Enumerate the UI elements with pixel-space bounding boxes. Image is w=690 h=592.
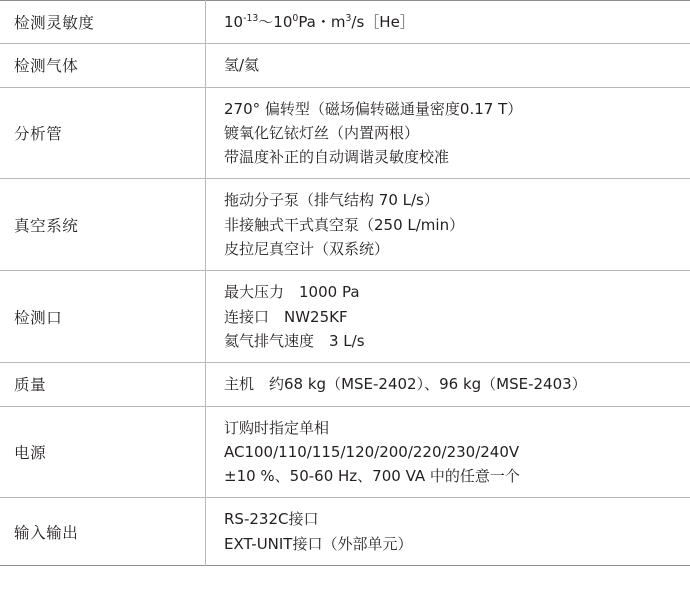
row-label-detection-sensitivity: 检测灵敏度: [0, 1, 206, 44]
value-line: ±10 %、50-60 Hz、700 VA 中的任意一个: [224, 467, 520, 486]
value-line: 270° 偏转型（磁场偏转磁通量密度0.17 T）: [224, 99, 523, 118]
value-line: 主机 约68 kg（MSE-2402）、96 kg（MSE-2403）: [224, 375, 587, 394]
value-line: 拖动分子泵（排气结构 70 L/s）: [224, 191, 439, 210]
row-value-power-supply: [206, 406, 690, 498]
table-row: [0, 1, 690, 44]
sensitivity-formula: [224, 10, 680, 34]
table-row: [0, 363, 690, 406]
sensitivity-unit-b: /s［He］: [351, 13, 415, 31]
value-line: 氦气排气速度 3 L/s: [224, 331, 365, 350]
value-line: 氢/氦: [224, 56, 260, 75]
row-value-analyzer-tube: [206, 87, 690, 179]
value-line: AC100/110/115/120/200/220/230/240V: [224, 442, 520, 461]
row-label-power-supply: 电源: [0, 406, 206, 498]
sensitivity-exponent-1: -13: [243, 13, 259, 24]
value-line: 皮拉尼真空计（双系统）: [224, 240, 390, 259]
row-value-detection-gas: [206, 44, 690, 87]
row-label-vacuum-system: 真空系统: [0, 179, 206, 271]
row-label-input-output: 输入输出: [0, 498, 206, 566]
row-label-analyzer-tube: 分析管: [0, 87, 206, 179]
row-label-detection-port: 检测口: [0, 271, 206, 363]
table-row: [0, 498, 690, 566]
sensitivity-unit-exponent: 3: [345, 13, 352, 24]
sensitivity-base-2: 10: [273, 13, 293, 31]
table-row: [0, 179, 690, 271]
table-row: [0, 87, 690, 179]
row-value-detection-port: [206, 271, 690, 363]
value-line: 镀氧化钇铱灯丝（内置两根）: [224, 123, 420, 142]
specifications-table-body: [0, 1, 690, 566]
table-row: [0, 44, 690, 87]
row-value-mass: [206, 363, 690, 406]
row-label-detection-gas: 检测气体: [0, 44, 206, 87]
value-line: EXT-UNIT接口（外部单元）: [224, 534, 413, 553]
sensitivity-exponent-2: 0: [292, 13, 299, 24]
table-row: [0, 271, 690, 363]
row-value-detection-sensitivity: [206, 1, 690, 44]
row-value-input-output: [206, 498, 690, 566]
value-line: 订购时指定单相: [224, 418, 330, 437]
value-line: 连接口 NW25KF: [224, 307, 348, 326]
value-line: 带温度补正的自动调谐灵敏度校准: [224, 148, 450, 167]
value-line: 非接触式干式真空泵（250 L/min）: [224, 215, 465, 234]
row-label-mass: 质量: [0, 363, 206, 406]
sensitivity-base-1: 10: [224, 13, 244, 31]
value-line: 最大压力 1000 Pa: [224, 283, 360, 302]
table-row: [0, 406, 690, 498]
sensitivity-unit-a: Pa・m: [298, 13, 346, 31]
row-value-vacuum-system: [206, 179, 690, 271]
sensitivity-tilde: ～: [258, 13, 274, 31]
value-line: RS-232C接口: [224, 510, 319, 529]
